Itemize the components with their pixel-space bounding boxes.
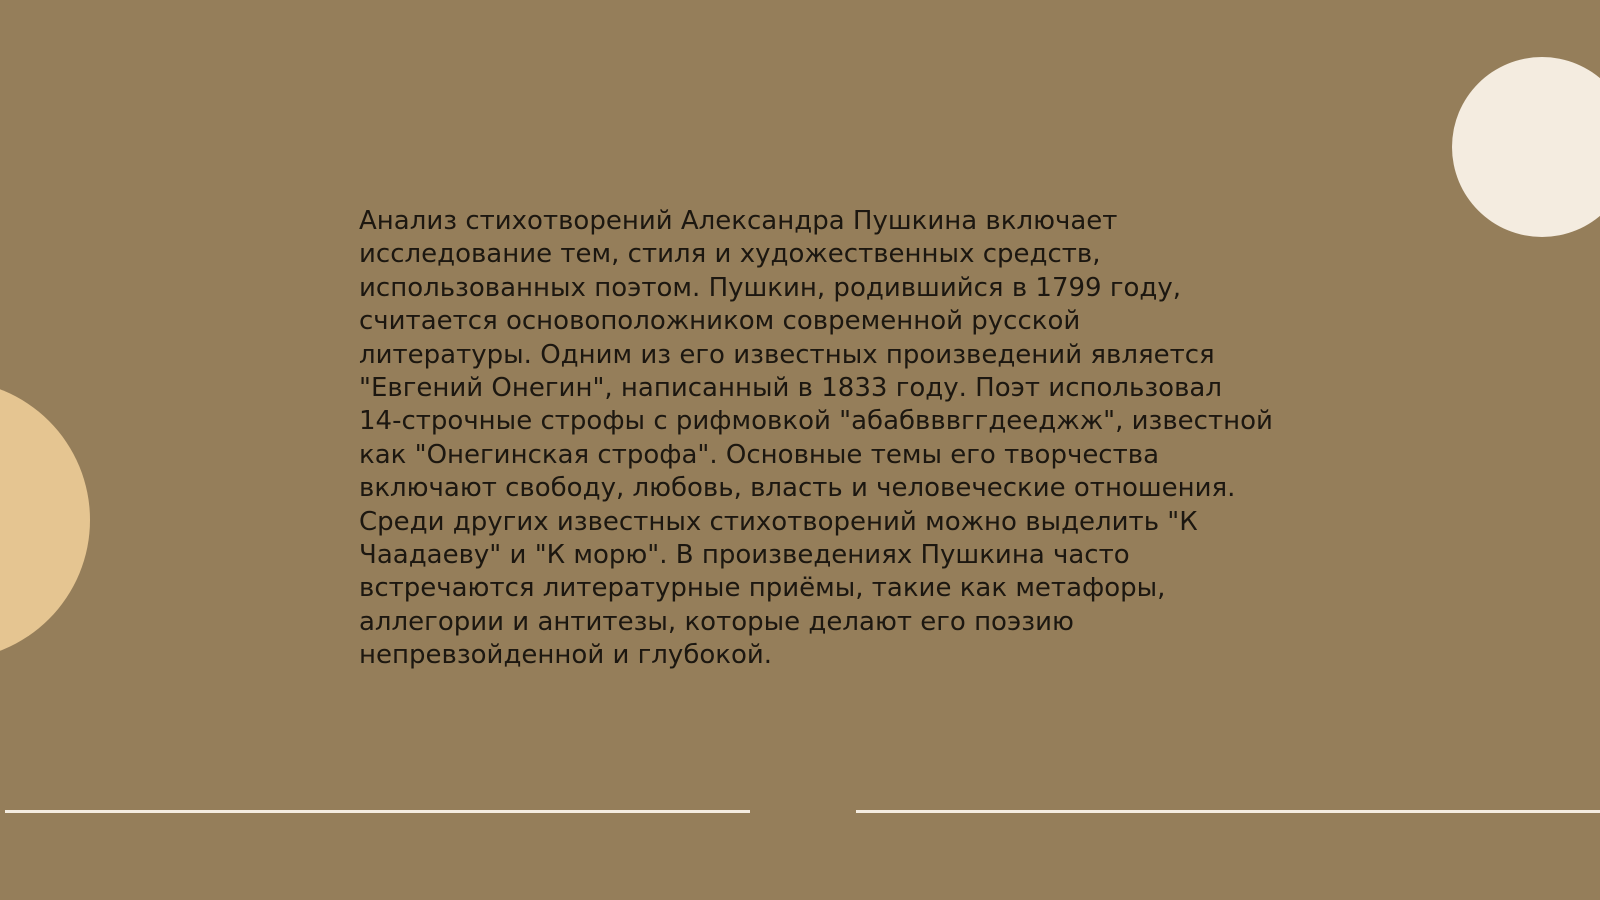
divider-line-right	[856, 810, 1600, 813]
text-line: как "Онегинская строфа". Основные темы его творчества	[359, 439, 1160, 470]
text-line: Анализ стихотворений Александра Пушкина включает	[359, 206, 1118, 236]
text-line: Среди других известных стихотворений можно выделить "К	[359, 506, 1198, 537]
text-line: исследование тем, стиля и художественных средств,	[359, 239, 1101, 270]
text-line: аллегории и антитезы, которые делают его поэзию	[359, 606, 1074, 637]
text-line: использованных поэтом. Пушкин, родившийся в 1799 году,	[359, 272, 1182, 303]
text-line: считается основоположником современной русской	[359, 306, 1081, 337]
divider-line-left	[5, 810, 750, 813]
text-line: встречаются литературные приёмы, такие как метафоры,	[359, 573, 1166, 604]
slide-body-text	[359, 205, 1273, 673]
text-line: непревзойденной и глубокой.	[359, 640, 773, 671]
text-line: литературы. Одним из его известных произведений является	[359, 339, 1215, 370]
decorative-circle-left	[0, 380, 90, 660]
text-line: Чаадаеву" и "К морю". В произведениях Пушкина часто	[359, 540, 1130, 571]
decorative-circle-top-right	[1452, 57, 1600, 237]
text-line: "Евгений Онегин", написанный в 1833 году. Поэт использовал	[359, 373, 1222, 404]
text-line: 14-строчные строфы с рифмовкой "абабвввггдееджж", известной	[359, 406, 1273, 437]
text-line: включают свободу, любовь, власть и человеческие отношения.	[359, 473, 1236, 504]
